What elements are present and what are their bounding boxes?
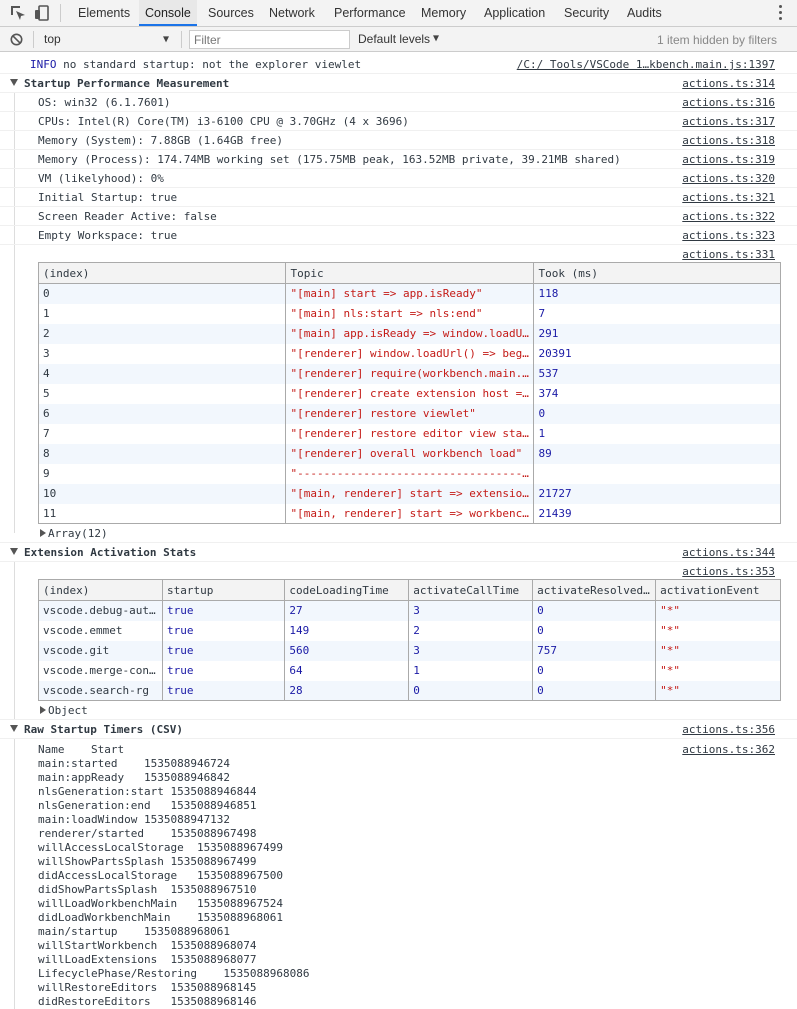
table-cell: true [162, 661, 284, 681]
message-text: VM (likelyhood): 0% [38, 172, 164, 185]
table-cell: 3 [39, 344, 286, 364]
array-summary-row[interactable] [0, 524, 797, 543]
expand-triangle-icon[interactable] [10, 548, 18, 555]
group-title: Raw Startup Timers (CSV) [24, 723, 183, 736]
table-cell: 537 [534, 364, 781, 384]
table-cell: "[main, renderer] start => extensio… [286, 484, 534, 504]
table-cell: true [162, 601, 284, 621]
expand-triangle-icon[interactable] [40, 529, 46, 537]
table-cell: 8 [39, 444, 286, 464]
object-summary-row[interactable] [0, 701, 797, 720]
table-row [39, 444, 781, 464]
table-cell: 0 [533, 681, 656, 701]
table-cell: 560 [285, 641, 409, 661]
table-cell: 0 [533, 621, 656, 641]
table-cell [534, 464, 781, 484]
table-row [39, 424, 781, 444]
hidden-items-note: 1 item hidden by filters [656, 33, 777, 47]
table-row [39, 464, 781, 484]
source-link[interactable]: actions.ts:319 [682, 153, 775, 166]
table-cell: "[main] app.isReady => window.loadU… [286, 324, 534, 344]
table-cell: 2 [39, 324, 286, 344]
message-text: Memory (System): 7.88GB (1.64GB free) [38, 134, 284, 147]
console-message [0, 169, 797, 188]
toolbar-divider [60, 4, 61, 22]
column-header[interactable]: codeLoadingTime [285, 580, 409, 601]
table-cell: 20391 [534, 344, 781, 364]
column-header[interactable]: startup [162, 580, 284, 601]
table-row [39, 641, 781, 661]
console-message [0, 112, 797, 131]
context-selector[interactable]: top [44, 32, 61, 46]
source-link[interactable]: actions.ts:314 [682, 77, 775, 90]
table-cell: "[renderer] create extension host =… [286, 384, 534, 404]
console-message [0, 131, 797, 150]
array-label: Array(12) [48, 527, 108, 540]
table-cell: 2 [409, 621, 533, 641]
table-cell: "*" [656, 621, 781, 641]
toolbar-divider [181, 31, 182, 48]
tab-application[interactable]: Application [484, 6, 546, 20]
filter-input[interactable]: Filter [189, 30, 350, 49]
table-cell: 21727 [534, 484, 781, 504]
table-cell: 374 [534, 384, 781, 404]
table-cell: 11 [39, 504, 286, 524]
table-row [39, 621, 781, 641]
console-message [0, 562, 797, 580]
chevron-down-icon[interactable]: ▼ [163, 34, 170, 45]
message-text: Empty Workspace: true [38, 229, 178, 242]
table-cell: 27 [285, 601, 409, 621]
table-cell: "[renderer] overall workbench load" [286, 444, 534, 464]
table-cell: vscode.merge-con… [39, 661, 163, 681]
table-cell: 64 [285, 661, 409, 681]
toolbar-divider [33, 31, 34, 48]
table-row [39, 681, 781, 701]
tab-audits[interactable]: Audits [627, 6, 662, 20]
tab-network[interactable]: Network [269, 6, 315, 20]
column-header[interactable]: activateCallTime [409, 580, 533, 601]
column-header[interactable]: Took (ms) [534, 263, 781, 284]
expand-triangle-icon[interactable] [10, 79, 18, 86]
table-row [39, 661, 781, 681]
info-label: INFO [30, 58, 57, 71]
expand-triangle-icon[interactable] [40, 706, 46, 714]
table-cell: "[renderer] restore editor view sta… [286, 424, 534, 444]
table-cell: 7 [534, 304, 781, 324]
table-cell: 9 [39, 464, 286, 484]
source-link[interactable]: actions.ts:320 [682, 172, 775, 185]
console-message [0, 226, 797, 245]
table-cell: "[main] nls:start => nls:end" [286, 304, 534, 324]
console-group-header[interactable] [0, 720, 797, 739]
table-cell: "*" [656, 601, 781, 621]
source-link[interactable]: actions.ts:321 [682, 191, 775, 204]
table-row [39, 384, 781, 404]
table-cell: 1 [409, 661, 533, 681]
console-group-header[interactable] [0, 543, 797, 562]
source-link[interactable]: actions.ts:353 [682, 565, 775, 578]
csv-text: Name Start main:started 1535088946724 main:appReady 1535088946842 nlsGeneration:start 1535088946844 nlsGeneration:end 1535088946851 main:loadWindow 1535088947132 renderer/started 1535088967498 willAccessLocalStorage 1535088967499 willShowPartsSplash 1535088967499 didAccessLocalStorage 1535088967500 didShowPartsSplash 1535088967510 willLoadWorkbenchMain 1535088967524 didLoadWorkbenchMain 1535088968061 main/startup 1535088968061 willStartWorkbench 1535088968074 willLoadExtensions 1535088968077 LifecyclePhase/Restoring 1535088968086 willRestoreEditors 1535088968145 didRestoreEditors 1535088968146 [38, 743, 310, 1008]
log-levels-dropdown[interactable]: Default levels [358, 32, 431, 46]
table-cell: 0 [409, 681, 533, 701]
table-cell: 291 [534, 324, 781, 344]
table-cell: 5 [39, 384, 286, 404]
table-cell: vscode.emmet [39, 621, 163, 641]
table-cell: 118 [534, 284, 781, 304]
table-cell: "*" [656, 661, 781, 681]
table-row [39, 284, 781, 304]
tab-elements[interactable]: Elements [78, 6, 131, 20]
group-title: Extension Activation Stats [24, 546, 197, 559]
table-row [39, 484, 781, 504]
message-text: Screen Reader Active: false [38, 210, 217, 223]
table-cell: true [162, 641, 284, 661]
extension-stats-table [38, 579, 781, 701]
tab-memory[interactable]: Memory [421, 6, 467, 20]
console-message [0, 55, 797, 74]
tab-security[interactable]: Security [564, 6, 610, 20]
source-link[interactable]: /C:/ Tools/VSCode 1…kbench.main.js:1397 [516, 58, 775, 71]
source-link[interactable]: actions.ts:322 [682, 210, 775, 223]
expand-triangle-icon[interactable] [10, 725, 18, 732]
table-cell: 10 [39, 484, 286, 504]
console-message [0, 150, 797, 169]
table-cell: 28 [285, 681, 409, 701]
timing-table [38, 262, 781, 524]
table-cell: vscode.search-rg [39, 681, 163, 701]
more-options-icon[interactable] [779, 5, 783, 21]
console-message [0, 93, 797, 112]
column-header[interactable]: activationEvent [656, 580, 781, 601]
table-row [39, 404, 781, 424]
table-cell: "*" [656, 681, 781, 701]
table-cell: 4 [39, 364, 286, 384]
table-cell: "[main] start => app.isReady" [286, 284, 534, 304]
source-link[interactable]: actions.ts:362 [682, 743, 775, 756]
inspect-element-icon[interactable] [9, 4, 27, 22]
column-header[interactable]: Topic [286, 263, 534, 284]
table-cell: 1 [534, 424, 781, 444]
table-cell: true [162, 681, 284, 701]
source-link[interactable]: actions.ts:318 [682, 134, 775, 147]
table-cell: "[renderer] restore viewlet" [286, 404, 534, 424]
message-text: OS: win32 (6.1.7601) [38, 96, 171, 109]
table-cell: 7 [39, 424, 286, 444]
table-cell: vscode.git [39, 641, 163, 661]
table-row [39, 601, 781, 621]
table-cell: 89 [534, 444, 781, 464]
table-cell: 1 [39, 304, 286, 324]
table-cell: 0 [534, 404, 781, 424]
table-cell: "[main, renderer] start => workbenc… [286, 504, 534, 524]
message-text: Initial Startup: true [38, 191, 178, 204]
csv-output [0, 743, 797, 1009]
column-header[interactable]: (index) [39, 263, 286, 284]
column-header[interactable]: activateResolved… [533, 580, 656, 601]
devtools-tab-bar [0, 0, 797, 27]
table-cell: vscode.debug-aut… [39, 601, 163, 621]
console-message [0, 245, 797, 263]
source-link[interactable]: actions.ts:317 [682, 115, 775, 128]
tab-console[interactable]: Console [139, 0, 197, 26]
console-toolbar [0, 27, 797, 52]
message-text: CPUs: Intel(R) Core(TM) i3-6100 CPU @ 3.70GHz (4 x 3696) [38, 115, 409, 128]
table-cell: 6 [39, 404, 286, 424]
device-toolbar-icon[interactable] [33, 4, 51, 22]
table-row [39, 504, 781, 524]
table-cell: 757 [533, 641, 656, 661]
console-group-header[interactable] [0, 74, 797, 93]
table-cell: 149 [285, 621, 409, 641]
object-label: Object [48, 704, 88, 717]
table-row [39, 344, 781, 364]
table-cell: 0 [533, 661, 656, 681]
table-cell: 3 [409, 601, 533, 621]
table-cell: 0 [39, 284, 286, 304]
table-row [39, 304, 781, 324]
group-indent-line [14, 562, 15, 720]
source-link[interactable]: actions.ts:344 [682, 546, 775, 559]
tab-performance[interactable]: Performance [334, 6, 406, 20]
table-row [39, 364, 781, 384]
source-link[interactable]: actions.ts:331 [682, 248, 775, 261]
source-link[interactable]: actions.ts:323 [682, 229, 775, 242]
message-text: no standard startup: not the explorer viewlet [56, 58, 362, 71]
table-cell: "[renderer] window.loadUrl() => beg… [286, 344, 534, 364]
tab-sources[interactable]: Sources [208, 6, 254, 20]
table-cell: "[renderer] require(workbench.main.… [286, 364, 534, 384]
table-cell: "----------------------------------… [286, 464, 534, 484]
table-cell: 0 [533, 601, 656, 621]
column-header[interactable]: (index) [39, 580, 163, 601]
table-cell: "*" [656, 641, 781, 661]
source-link[interactable]: actions.ts:316 [682, 96, 775, 109]
table-cell: 3 [409, 641, 533, 661]
message-text: Memory (Process): 174.74MB working set (175.75MB peak, 163.52MB private, 39.21MB shared) [38, 153, 621, 166]
table-row [39, 324, 781, 344]
console-message [0, 188, 797, 207]
console-message [0, 207, 797, 226]
chevron-down-icon[interactable]: ▼ [433, 33, 440, 44]
table-cell: true [162, 621, 284, 641]
clear-console-icon[interactable] [10, 33, 23, 46]
source-link[interactable]: actions.ts:356 [682, 723, 775, 736]
table-cell: 21439 [534, 504, 781, 524]
group-title: Startup Performance Measurement [24, 77, 230, 90]
